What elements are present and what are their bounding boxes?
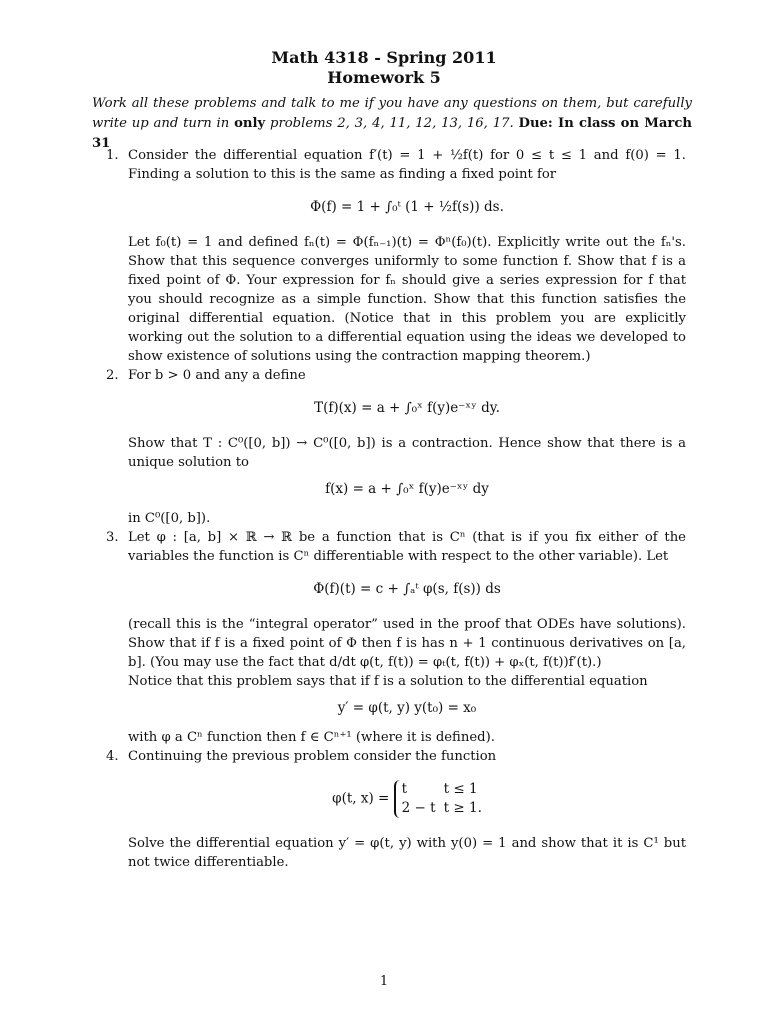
problem-list [106,146,686,872]
instructions [92,94,692,154]
case-2-cond: t ≥ 1. [443,800,482,816]
course-title: Math 4318 - Spring 2011 [271,48,497,67]
problem-text: Show that T : C⁰([0, b]) → C⁰([0, b]) is a contraction. Hence show that there is a unique solution to [128,436,686,470]
problem-text: Notice that this problem says that if f is a solution to the differential equation [128,674,648,689]
cases-brace [394,780,482,818]
case-1-cond: t ≤ 1 [443,781,478,797]
page-number: 1 [379,974,389,989]
problem-number: 3. [106,530,119,545]
problem-text: Let φ : [a, b] × ℝ → ℝ be a function that is Cⁿ (that is if you fix either of the variables the function is Cⁿ differentiable with respect to the other variable). Let [128,530,686,564]
title-block [0,48,768,88]
equation: Φ(f)(t) = c + ∫ₐᵗ φ(s, f(s)) ds [313,581,501,597]
problem-4 [106,747,686,872]
due-date: Due: In class on March 31 [92,116,692,151]
problem-1 [106,146,686,366]
equation: y′ = φ(t, y) y(t₀) = x₀ [337,700,477,716]
homework-title: Homework 5 [327,68,441,87]
instructions-only: only [234,116,266,131]
problem-text: in C⁰([0, b]). [128,511,211,526]
instructions-text-1: Work all these problems and talk to me if you have any questions on them, but carefully write up and turn in [92,96,692,131]
problem-text: Let f₀(t) = 1 and defined fₙ(t) = Φ(fₙ₋₁)(t) = Φⁿ(f₀)(t). Explicitly write out the fₙ's. Show that this sequence converges uniformly to some function f. Show that f is a fixed point of Φ. Your expression for fₙ should give a series expression for f that you should recognize as a simple function. Show that this function satisfies the original differential equation. (Notice that in this problem you are explicitly working out the solution to a differential equation using the ideas we developed to show existence of solutions using the contraction mapping theorem.) [128,235,686,364]
case-1-expr: t [401,781,408,797]
problem-text: Continuing the previous problem consider the function [128,749,497,764]
instructions-text-2: problems 2, 3, 4, 11, 12, 13, 16, 17. [265,116,519,131]
problem-2 [106,366,686,528]
piecewise-equation [128,780,686,818]
equation: f(x) = a + ∫₀ˣ f(y)e⁻ˣʸ dy [325,481,489,497]
case-2-expr: 2 − t [401,800,436,816]
equation-lhs: φ(t, x) = [332,790,390,807]
problem-number: 4. [106,749,119,764]
problem-text: (recall this is the “integral operator” used in the proof that ODEs have solutions). Show that if f is a fixed point of Φ then f is has n + 1 continuous derivatives on [a, b]. (You may use the fact that d/dt φ(t, f(t)) = φₜ(t, f(t)) + φₓ(t, f(t))f′(t).) [128,617,686,670]
problem-number: 2. [106,368,119,383]
problem-text: Solve the differential equation y′ = φ(t, y) with y(0) = 1 and show that it is C¹ but not twice differentiable. [128,836,686,870]
problem-text: For b > 0 and any a define [128,368,306,383]
problem-3 [106,528,686,747]
equation: Φ(f) = 1 + ∫₀ᵗ (1 + ½f(s)) ds. [310,199,504,215]
equation: T(f)(x) = a + ∫₀ˣ f(y)e⁻ˣʸ dy. [314,400,500,416]
problem-text: with φ a Cⁿ function then f ∈ Cⁿ⁺¹ (where it is defined). [128,730,495,745]
problem-text: Consider the differential equation f′(t) = 1 + ½f(t) for 0 ≤ t ≤ 1 and f(0) = 1. Finding a solution to this is the same as finding a fixed point for [128,148,686,182]
problem-number: 1. [106,148,119,163]
